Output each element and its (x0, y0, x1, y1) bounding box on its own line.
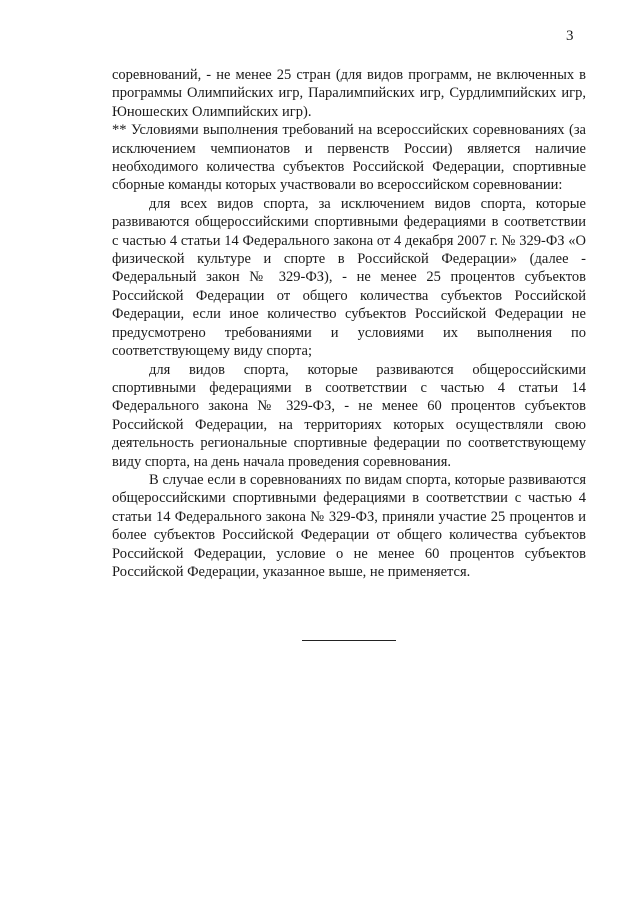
paragraph-federation-sports: для видов спорта, которые развиваются общероссийскими спортивными федерациями в соответствии с частью 4 статьи 14 Федерального закона № 329-ФЗ, - не менее 60 процентов субъектов Российской Федерации, на территориях которых осуществляли свою деятельность региональные спортивные федерации по соответствующему виду спорта, на день начала проведения соревнования. (112, 361, 586, 470)
end-separator-line (302, 640, 396, 641)
paragraph-footnote-conditions: ** Условиями выполнения требований на всероссийских соревнованиях (за исключением чемпионатов и первенств России) является наличие необходимого количества субъектов Российской Федерации, спортивные сборные команды которых участвовали во всероссийском соревновании: (112, 122, 586, 194)
document-body (112, 66, 586, 581)
paragraph-continuation: соревнований, - не менее 25 стран (для видов программ, не включенных в программы Олимпийских игр, Паралимпийских игр, Сурдлимпийских игр, Юношеских Олимпийских игр). (112, 67, 586, 120)
page-number: 3 (566, 28, 574, 44)
paragraph-all-sports: для всех видов спорта, за исключением видов спорта, которые развиваются общероссийскими спортивными федерациями в соответствии с частью 4 статьи 14 Федерального закона от 4 декабря 2007 г. № 329-ФЗ «О физической культуре и спорте в Российской Федерации» (далее - Федеральный закон № 329-ФЗ), - не менее 25 процентов субъектов Российской Федерации от общего количества субъектов Российской Федерации, если иное количество субъектов Российской Федерации не предусмотрено требованиями и условиями их выполнения по соответствующему виду спорта; (112, 195, 586, 360)
paragraph-exception: В случае если в соревнованиях по видам спорта, которые развиваются общероссийскими спортивными федерациями в соответствии с частью 4 статьи 14 Федерального закона № 329-ФЗ, приняли участие 25 процентов и более субъектов Российской Федерации от общего количества субъектов Российской Федерации, условие о не менее 60 процентов субъектов Российской Федерации, указанное выше, не применяется. (112, 471, 586, 580)
